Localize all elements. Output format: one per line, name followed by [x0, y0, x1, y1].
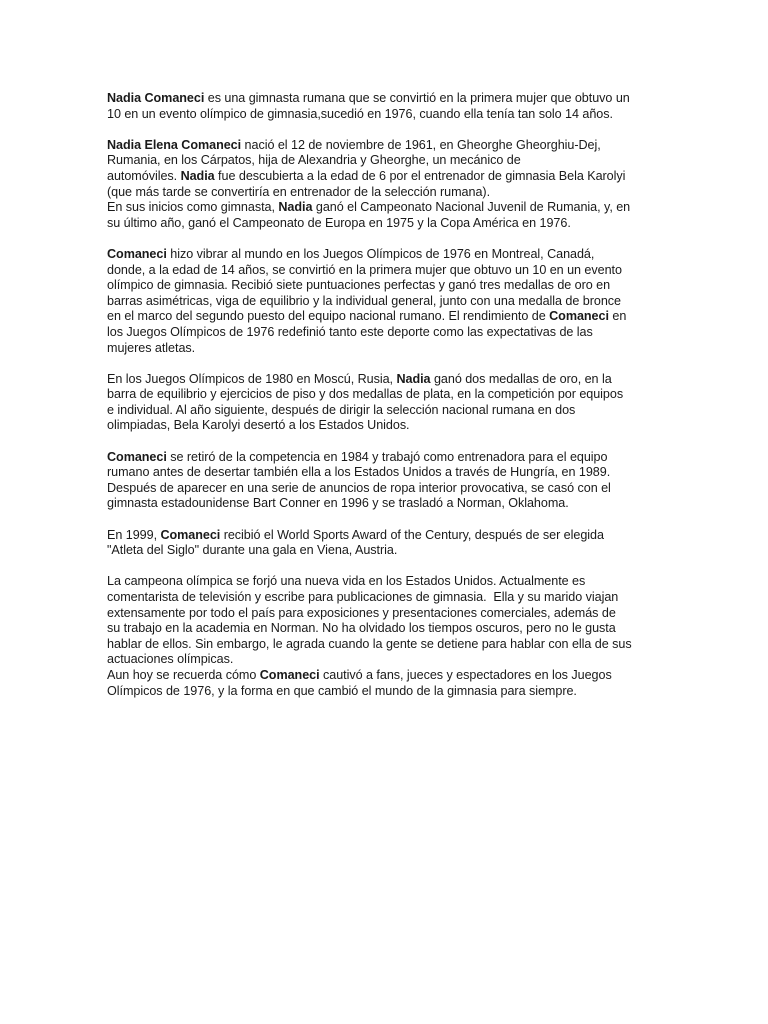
body-text: en el marco del segundo puesto del equipo nacional rumano. El rendimiento de: [107, 309, 550, 324]
body-text: La campeona olímpica se forjó una nueva vida en los Estados Unidos. Actualmente es: [107, 574, 586, 589]
text-line: [107, 200, 667, 216]
text-line: [107, 652, 667, 668]
body-text: donde, a la edad de 14 años, se convirtió en la primera mujer que obtuvo un 10 en un evento: [107, 262, 622, 277]
text-line: [107, 341, 667, 357]
bold-name-text: Comaneci: [107, 246, 167, 261]
text-line: [107, 543, 667, 559]
text-line: [107, 263, 667, 279]
text-line: [107, 309, 667, 325]
body-text: Olímpicos de 1976, y la forma en que cambió el mundo de la gimnasia para siempre.: [107, 683, 577, 698]
text-line: [107, 107, 667, 123]
body-text: se retiró de la competencia en 1984 y trabajó como entrenadora para el equipo: [166, 449, 608, 464]
text-line: [107, 606, 667, 622]
body-text: su trabajo en la academia en Norman. No ha olvidado los tiempos oscuros, pero no le gusta: [107, 621, 616, 636]
body-text: los Juegos Olímpicos de 1976 redefinió tanto este deporte como las expectativas de las: [107, 324, 593, 339]
body-text: olimpiadas, Bela Karolyi desertó a los Estados Unidos.: [107, 418, 410, 433]
paragraph: [107, 528, 667, 559]
bold-name-text: Nadia: [180, 168, 215, 183]
body-text: cautivó a fans, jueces y espectadores en los Juegos: [319, 667, 612, 682]
body-text: es una gimnasta rumana que se convirtió en la primera mujer que obtuvo un: [204, 91, 630, 105]
body-text: actuaciones olímpicas.: [107, 652, 234, 667]
bold-name-text: Comaneci: [160, 527, 221, 542]
body-text: En los Juegos Olímpicos de 1980 en Moscú, Rusia,: [107, 371, 397, 386]
bold-name-text: Comaneci: [549, 309, 609, 324]
text-line: [107, 387, 667, 403]
text-line: [107, 91, 667, 107]
paragraph: [107, 91, 667, 122]
text-line: [107, 372, 667, 388]
paragraph: [107, 574, 667, 699]
body-text: "Atleta del Siglo" durante una gala en Viena, Austria.: [107, 543, 398, 558]
body-text: Después de aparecer en una serie de anuncios de ropa interior provocativa, se casó con el: [107, 480, 611, 495]
text-line: [107, 481, 667, 497]
body-text: mujeres atletas.: [107, 340, 196, 355]
text-line: [107, 684, 667, 700]
body-text: Rumania, en los Cárpatos, hija de Alexandria y Gheorghe, un mecánico de: [107, 153, 521, 168]
body-text: ganó el Campeonato Nacional Juvenil de Rumania, y, en: [312, 200, 631, 215]
body-text: su último año, ganó el Campeonato de Europa en 1975 y la Copa América en 1976.: [107, 215, 571, 230]
body-text: barra de equilibrio y ejercicios de piso y dos medallas de plata, en la competición por equipos: [107, 387, 624, 402]
text-line: [107, 278, 667, 294]
text-line: [107, 528, 667, 544]
body-text: nació el 12 de noviembre de 1961, en Gheorghe Gheorghiu-Dej,: [241, 137, 601, 152]
text-line: [107, 403, 667, 419]
bold-name-text: Nadia: [396, 371, 431, 386]
bold-name-text: Comaneci: [259, 667, 320, 682]
bold-name-text: Comaneci: [107, 449, 167, 464]
body-text: Aun hoy se recuerda cómo: [107, 667, 260, 682]
text-line: [107, 294, 667, 310]
body-text: ganó dos medallas de oro, en la: [430, 371, 612, 386]
body-text: En 1999,: [107, 527, 161, 542]
text-line: [107, 169, 667, 185]
text-line: [107, 450, 667, 466]
body-text: comentarista de televisión y escribe para publicaciones de gimnasia. Ella y su marido viajan: [107, 590, 619, 604]
paragraph: [107, 372, 667, 434]
text-line: [107, 418, 667, 434]
body-text: hizo vibrar al mundo en los Juegos Olímpicos de 1976 en Montreal, Canadá,: [166, 246, 595, 261]
text-line: [107, 247, 667, 263]
text-line: [107, 574, 667, 590]
body-text: automóviles.: [107, 168, 181, 183]
text-line: [107, 185, 667, 201]
body-text: gimnasta estadounidense Bart Conner en 1996 y se trasladó a Norman, Oklahoma.: [107, 496, 569, 511]
body-text: hablar de ellos. Sin embargo, le agrada cuando la gente se detiene para hablar con ella de sus: [107, 636, 632, 651]
text-line: [107, 637, 667, 653]
bold-name-text: Nadia Elena Comaneci: [107, 137, 242, 152]
body-text: recibió el World Sports Award of the Century, después de ser elegida: [220, 527, 604, 542]
body-text: extensamente por todo el país para exposiciones y presentaciones comerciales, además de: [107, 605, 616, 620]
text-line: [107, 138, 667, 154]
text-line: [107, 496, 667, 512]
body-text: rumano antes de desertar también ella a los Estados Unidos a través de Hungría, en 1989.: [107, 465, 611, 480]
body-text: en: [608, 309, 627, 324]
body-text: barras asimétricas, viga de equilibrio y la individual general, junto con una medalla de bronce: [107, 293, 621, 308]
text-line: [107, 325, 667, 341]
body-text: fue descubierta a la edad de 6 por el entrenador de gimnasia Bela Karolyi: [214, 168, 626, 183]
body-text: olímpico de gimnasia. Recibió siete puntuaciones perfectas y ganó tres medallas de oro en: [107, 278, 611, 293]
paragraph: [107, 450, 667, 512]
text-line: [107, 590, 667, 606]
text-line: [107, 153, 667, 169]
body-text: e individual. Al año siguiente, después de dirigir la selección nacional rumana en dos: [107, 402, 576, 417]
text-line: [107, 621, 667, 637]
body-text: 10 en un evento olímpico de gimnasia,sucedió en 1976, cuando ella tenía tan solo 14 años.: [107, 106, 613, 121]
bold-name-text: Nadia Comaneci: [107, 91, 205, 105]
text-line: [107, 668, 667, 684]
body-text: (que más tarde se convertiría en entrenador de la selección rumana).: [107, 184, 491, 199]
paragraph: [107, 247, 667, 356]
body-text: En sus inicios como gimnasta,: [107, 200, 279, 215]
paragraph: [107, 138, 667, 232]
document-body: [107, 91, 667, 715]
text-line: [107, 465, 667, 481]
text-line: [107, 216, 667, 232]
bold-name-text: Nadia: [278, 200, 313, 215]
